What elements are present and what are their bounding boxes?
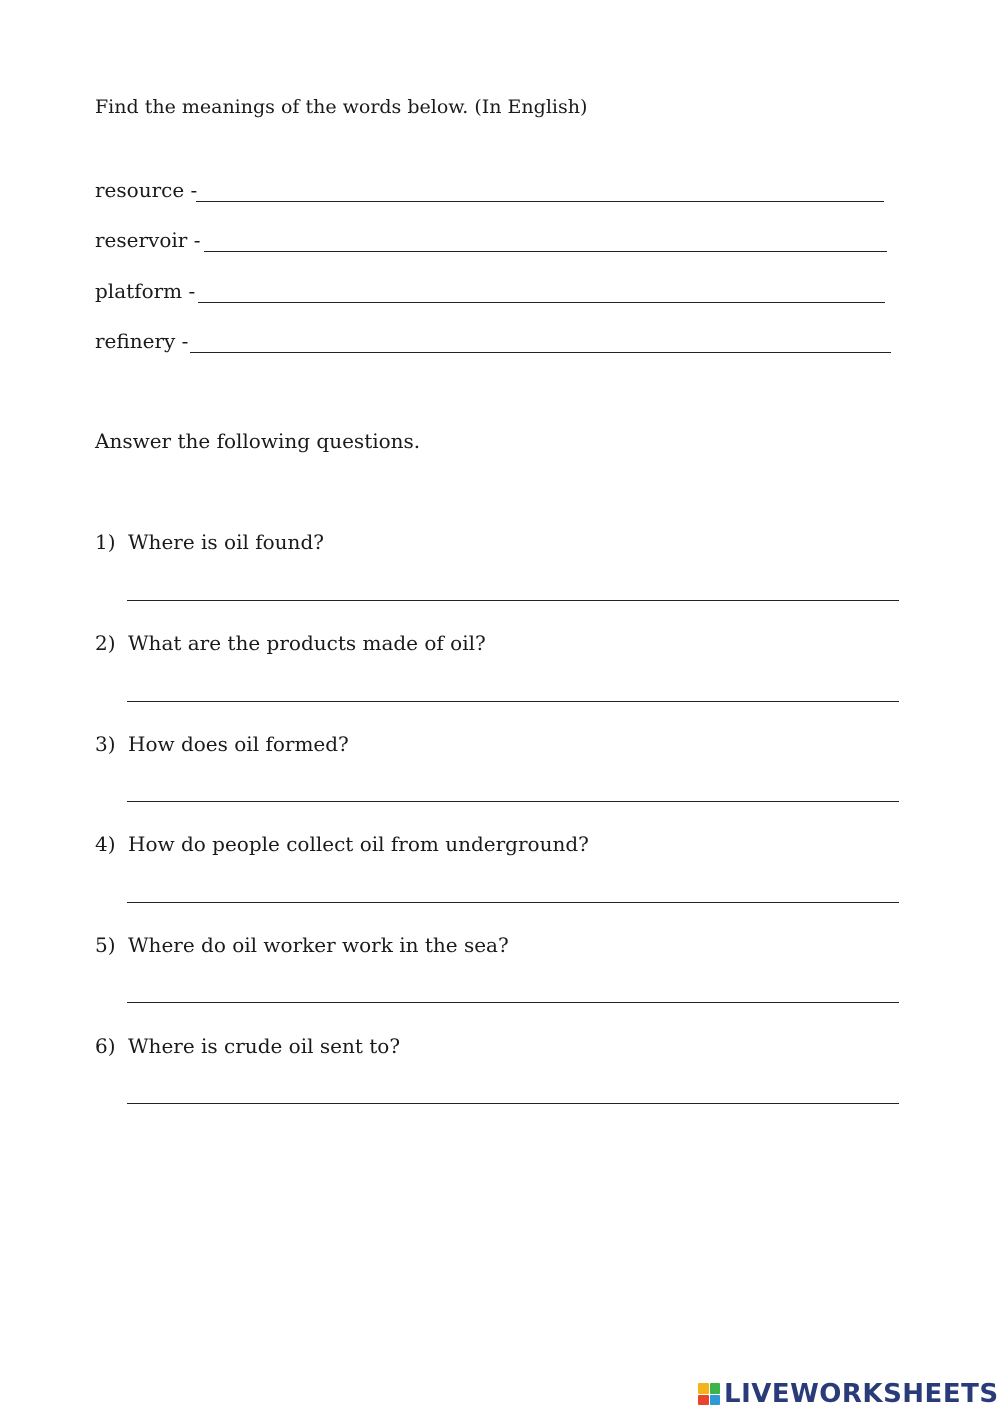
vocab-word: refinery - [95,329,189,353]
answer-field[interactable] [127,701,899,702]
question-number: 1) [95,530,116,554]
question-number: 5) [95,933,116,957]
liveworksheets-mark-icon [698,1383,720,1405]
liveworksheets-logo [698,1378,999,1410]
answer-field[interactable] [127,1103,899,1104]
vocab-row-platform [95,279,885,309]
meanings-instruction: Find the meanings of the words below. (In English) [95,96,588,118]
vocab-answer-field[interactable] [196,201,884,202]
question-text: How does oil formed? [128,732,349,756]
question-number: 6) [95,1034,116,1058]
answer-field[interactable] [127,1002,899,1003]
question-number: 3) [95,732,116,756]
question-text: Where do oil worker work in the sea? [128,933,509,957]
vocab-row-refinery [95,329,891,359]
answer-field[interactable] [127,902,899,903]
question-text: What are the products made of oil? [128,631,486,655]
question-text: How do people collect oil from underground? [128,832,589,856]
vocab-word: platform - [95,279,196,303]
vocab-word: reservoir - [95,228,201,252]
question-text: Where is oil found? [128,530,324,554]
question-number: 2) [95,631,116,655]
question-text: Where is crude oil sent to? [128,1034,401,1058]
questions-instruction: Answer the following questions. [95,429,421,453]
vocab-word: resource - [95,178,198,202]
answer-field[interactable] [127,600,899,601]
question-number: 4) [95,832,116,856]
vocab-answer-field[interactable] [190,352,891,353]
vocab-row-reservoir [95,228,887,258]
vocab-answer-field[interactable] [198,302,885,303]
vocab-row-resource [95,178,885,208]
logo-text: LIVEWORKSHEETS [724,1379,999,1409]
vocab-answer-field[interactable] [204,251,887,252]
answer-field[interactable] [127,801,899,802]
